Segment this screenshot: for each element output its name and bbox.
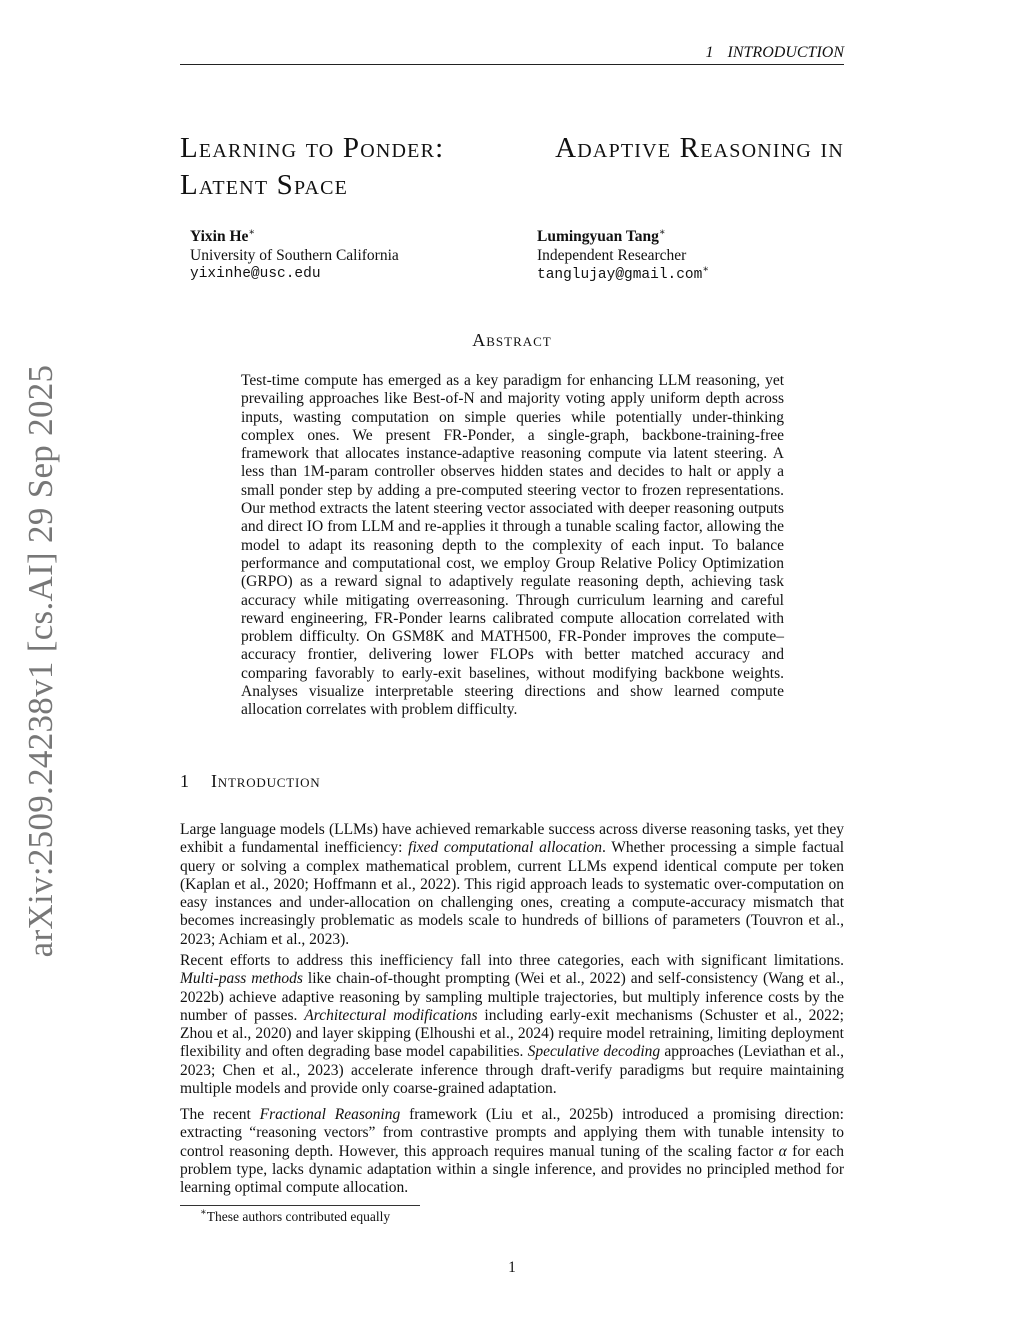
author-name: Yixin He: [190, 228, 249, 245]
footnote: [200, 1208, 390, 1225]
abstract-body: Test-time compute has emerged as a key paradigm for enhancing LLM reasoning, yet prevailing approaches like Best-of-N and majority voting apply uniform depth across inputs, wasting computation on simple queries while potentially under-thinking complex ones. We present FR-Ponder, a single-graph, backbone-training-free framework that allocates instance-adaptive reasoning compute via latent steering. A less than 1M-param controller observes hidden states and decides to halt or apply a small ponder step by adding a pre-computed steering vector to frozen representations. Our method extracts the latent steering vector associated with deeper reasoning outputs and direct IO from LLM and re-applies it through a tunable scaling factor, allowing the model to adapt its reasoning depth to the complexity of each input. To balance performance and computational cost, we employ Group Relative Policy Optimization (GRPO) as a reward signal to adaptively regulate reasoning depth, achieving task accuracy while mitigating overreasoning. Through curriculum learning and careful reward engineering, FR-Ponder learns calibrated compute allocation correlated with problem difficulty. On GSM8K and MATH500, FR-Ponder improves the compute–accuracy frontier, delivering lower FLOPs with better matched accuracy and comparing favorably to early-exit baselines, without modifying backbone weights. Analyses visualize interpretable steering directions and show learned compute allocation correlates with problem difficulty.: [241, 372, 784, 719]
author-affiliation: University of Southern California: [190, 246, 399, 264]
emphasis-text: fixed computational allocation: [408, 839, 603, 857]
text-run: The recent: [180, 1106, 260, 1123]
text-run: Recent efforts to address this inefficiency fall into three categories, each with significant limitations.: [180, 952, 844, 969]
paper-title-part-b: Adaptive Reasoning in: [555, 132, 844, 164]
author-email[interactable]: tanglujay@gmail.com: [537, 267, 703, 283]
author-mark: ∗: [248, 227, 256, 238]
footnote-divider: [180, 1205, 420, 1206]
text-run: framework (Liu et al., 2025b) introduced a promising direction: extracting “reasoning vectors” from contrastive prompts and applying them with tunable intensity to control reasoning depth. However, this approach requires manual tuning of the scaling factor: [180, 1106, 844, 1160]
intro-paragraph-2: [180, 952, 844, 1098]
author-email-mark: ∗: [702, 264, 710, 275]
page-number: 1: [508, 1259, 516, 1276]
text-run: Large language models (LLMs) have achieved remarkable success across diverse reasoning tasks, yet they exhibit a fundamental inefficiency:: [180, 821, 844, 857]
text-run: including early-exit mechanisms (Schuster et al., 2022; Zhou et al., 2020) and layer skipping (Elhoushi et al., 2024) require model retraining, limiting deployment flexibility and often degrading base model capabilities.: [180, 1006, 844, 1061]
author-affiliation: Independent Researcher: [537, 246, 687, 264]
author-block-1: [190, 228, 399, 284]
footnote-mark: ∗: [200, 1207, 207, 1218]
paper-title-part-a: Learning to Ponder:: [180, 132, 445, 164]
running-header-section-title: INTRODUCTION: [727, 44, 844, 61]
math-symbol: α: [778, 1142, 787, 1160]
text-run: approaches (Leviathan et al., 2023; Chen et al., 2023) accelerate inference through draft-verify paradigms but require maintaining multiple models and provide only coarse-grained adaptation.: [180, 1043, 845, 1098]
running-header-section-number: 1: [705, 44, 714, 61]
text-run: . Whether processing a simple factual query or solving a complex mathematical problem, current LLMs expend identical compute per token (Kaplan et al., 2020; Hoffmann et al., 2022). This rigid approach leads to systematic over-computation on easy instances and under-allocation on challenging ones, creating a compute-accuracy mismatch that becomes increasingly problematic as models scale to hundreds of billions of parameters (Touvron et al., 2023; Achiam et al., 2023).: [180, 839, 844, 948]
author-name: Lumingyuan Tang: [537, 228, 659, 245]
text-run: for each problem type, lacks dynamic adaptation within a single inference, and provides no principled method for learning optimal compute allocation.: [180, 1142, 844, 1197]
emphasis-text: Speculative decoding: [527, 1043, 661, 1061]
text-run: like chain-of-thought prompting (Wei et al., 2022) and self-consistency (Wang et al., 2022b) achieve adaptive reasoning by sampling multiple trajectories, but multiply inference costs by the number of passes.: [180, 970, 845, 1024]
paper-title-line-2: Latent Space: [180, 169, 349, 201]
author-email[interactable]: yixinhe@usc.edu: [190, 266, 321, 282]
emphasis-text: Fractional Reasoning: [259, 1106, 401, 1123]
author-block-2: [537, 228, 709, 285]
section-title: Introduction: [211, 771, 321, 791]
section-number: 1: [180, 771, 190, 791]
running-header: [180, 42, 844, 65]
footnote-text: These authors contributed equally: [206, 1209, 391, 1224]
abstract-heading: Abstract: [472, 330, 552, 350]
arxiv-stamp-text: arXiv:2509.24238v1 [cs.AI] 29 Sep 2025: [21, 364, 60, 957]
paper-title: [180, 130, 844, 204]
intro-paragraph-3: [180, 1106, 844, 1197]
emphasis-text: Architectural modifications: [304, 1006, 478, 1024]
paper-title-line-1: [180, 130, 844, 167]
author-mark: ∗: [658, 227, 666, 238]
intro-paragraph-1: [180, 821, 844, 949]
section-heading: [180, 771, 320, 792]
emphasis-text: Multi-pass methods: [180, 970, 303, 988]
arxiv-stamp: [16, 364, 66, 957]
